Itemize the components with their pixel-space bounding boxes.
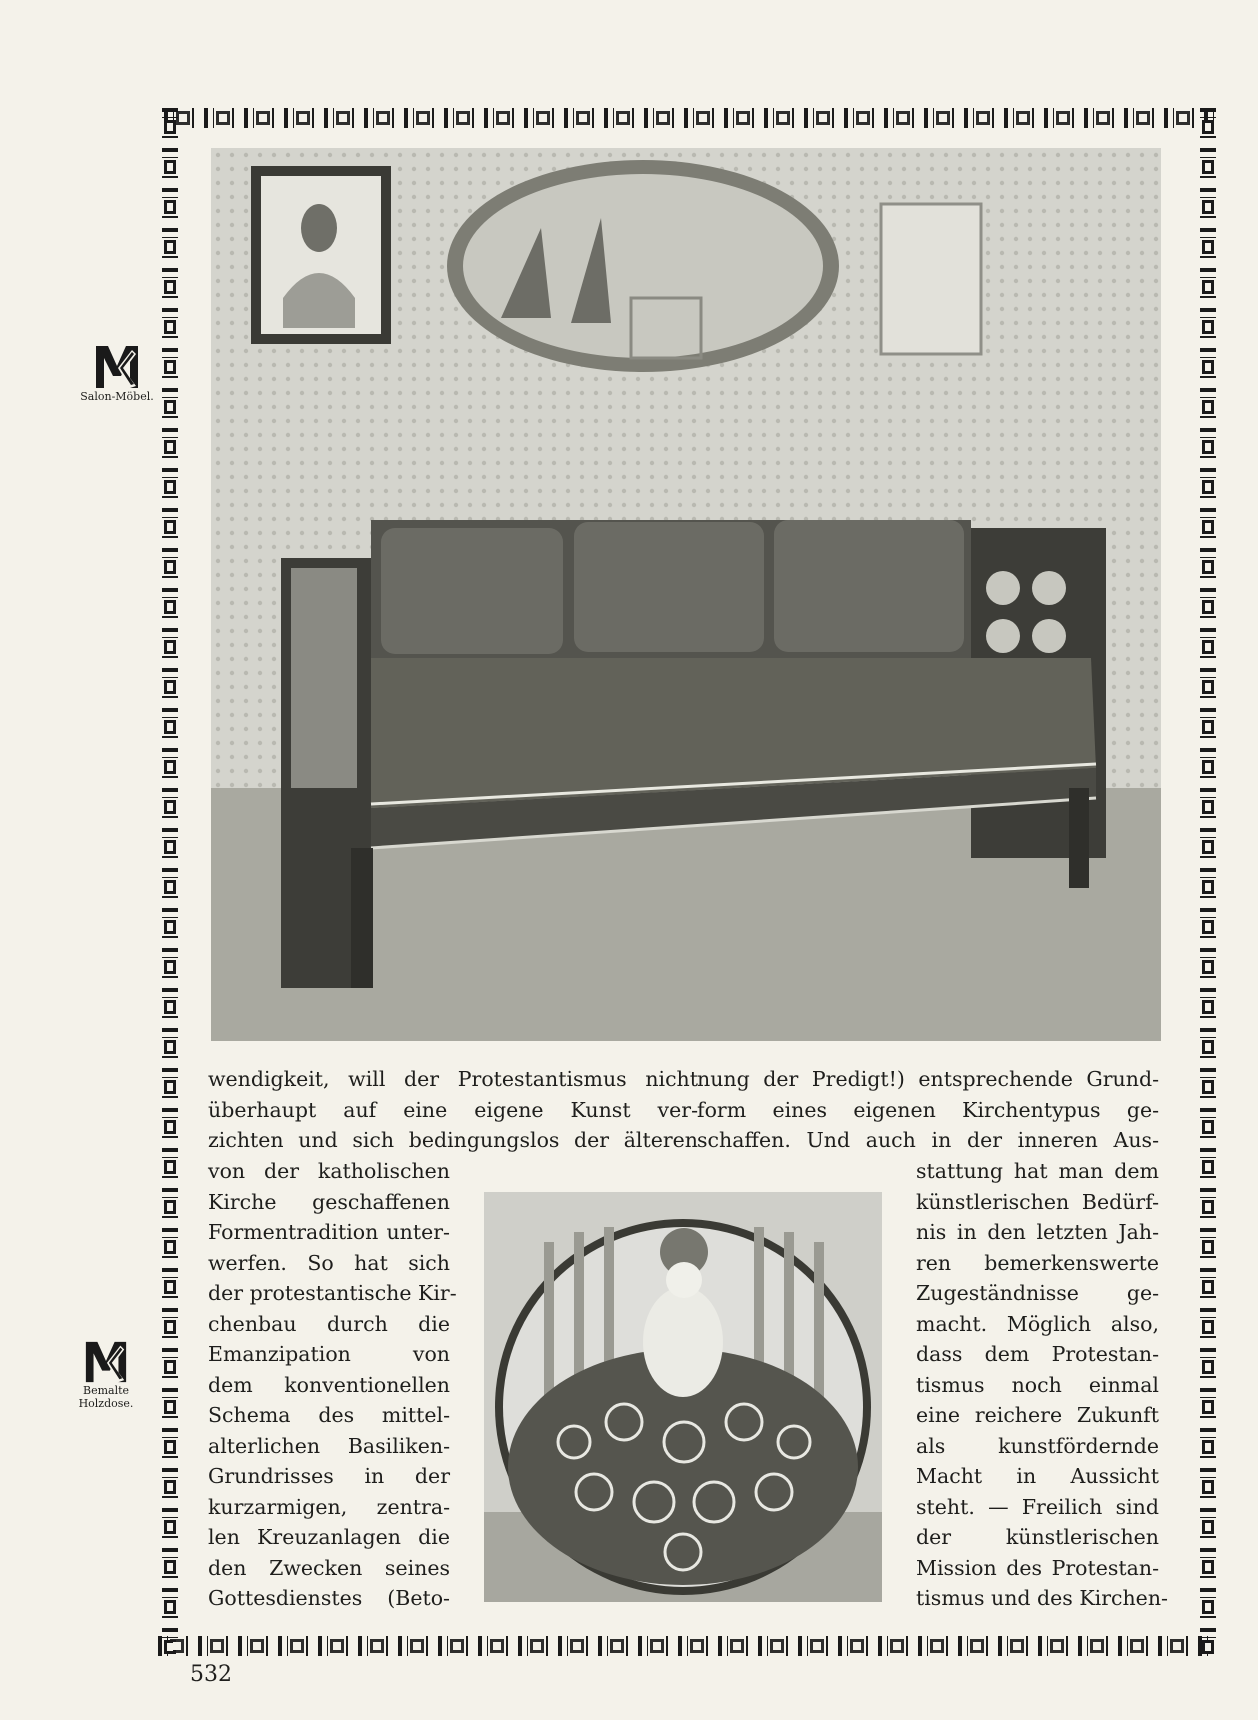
km-monogram-icon bbox=[92, 342, 142, 390]
text-line: von der katholischen bbox=[208, 1159, 450, 1183]
page-number: 532 bbox=[190, 1662, 232, 1687]
text-line: stattung hat man dem bbox=[916, 1159, 1159, 1183]
text-line: form eines eigenen Kirchentypus ge- bbox=[697, 1097, 1159, 1122]
text-line: Kirche geschaffenen bbox=[208, 1189, 450, 1214]
text-column-right-narrow bbox=[916, 1156, 1168, 1614]
painted-wooden-box-photo bbox=[484, 1192, 882, 1602]
text-line: tismus und des Kirchen- bbox=[916, 1586, 1168, 1610]
km-monogram-icon bbox=[82, 1338, 130, 1384]
decorative-border-right bbox=[1200, 108, 1216, 1656]
decorative-border-top bbox=[164, 108, 1214, 128]
salon-sofa-photo bbox=[211, 148, 1161, 1041]
text-line: tismus noch einmal bbox=[916, 1372, 1159, 1397]
text-line: alterlichen Basiliken- bbox=[208, 1433, 450, 1458]
margin-caption-holzdose-line2: Holzdose. bbox=[78, 1397, 134, 1410]
decorative-border-bottom bbox=[158, 1636, 1208, 1656]
text-line: nung der Predigt!) entsprechende Grund- bbox=[697, 1067, 1159, 1091]
text-line: kurzarmigen, zentra- bbox=[208, 1494, 450, 1519]
margin-mark-holzdose bbox=[60, 1338, 152, 1410]
text-line: len Kreuzanlagen die bbox=[208, 1525, 450, 1549]
text-line: den Zwecken seines bbox=[208, 1555, 450, 1580]
text-line: Grundrisses in der bbox=[208, 1464, 450, 1488]
text-line: der protestantische Kir- bbox=[208, 1281, 457, 1305]
text-line: Gottesdienstes (Beto- bbox=[208, 1586, 450, 1610]
text-line: macht. Möglich also, bbox=[916, 1311, 1159, 1336]
text-line: nis in den letzten Jah- bbox=[916, 1220, 1159, 1244]
text-line: wendigkeit, will der Protestantismus nicht bbox=[208, 1067, 698, 1091]
text-column-left-top bbox=[208, 1064, 698, 1156]
text-line: dem konventionellen bbox=[208, 1372, 450, 1397]
text-line: steht. — Freilich sind bbox=[916, 1494, 1159, 1519]
text-line: Zugeständnisse ge- bbox=[916, 1281, 1159, 1305]
text-line: überhaupt auf eine eigene Kunst ver- bbox=[208, 1097, 698, 1122]
text-line: Mission des Protestan- bbox=[916, 1555, 1159, 1580]
margin-mark-salon bbox=[68, 342, 166, 403]
text-line: zichten und sich bedingungslos der älteren bbox=[208, 1128, 698, 1152]
text-line: als kunstfördernde bbox=[916, 1433, 1159, 1458]
margin-caption-salon: Salon-Möbel. bbox=[80, 390, 154, 403]
text-line: chenbau durch die bbox=[208, 1311, 450, 1336]
text-line: Macht in Aussicht bbox=[916, 1464, 1159, 1488]
text-line: der künstlerischen bbox=[916, 1525, 1159, 1549]
decorative-border-left bbox=[162, 108, 178, 1656]
text-line: Emanzipation von bbox=[208, 1342, 450, 1366]
text-column-left-narrow bbox=[208, 1156, 457, 1614]
text-line: Schema des mittel- bbox=[208, 1403, 450, 1427]
text-column-right-top bbox=[697, 1064, 1159, 1156]
text-line: ren bemerkenswerte bbox=[916, 1250, 1159, 1275]
text-line: künstlerischen Bedürf- bbox=[916, 1189, 1159, 1214]
text-line: Formentradition unter- bbox=[208, 1220, 450, 1244]
text-line: eine reichere Zukunft bbox=[916, 1403, 1159, 1427]
text-line: schaffen. Und auch in der inneren Aus- bbox=[697, 1128, 1159, 1152]
margin-caption-holzdose-line1: Bemalte bbox=[82, 1384, 130, 1397]
text-line: dass dem Protestan- bbox=[916, 1342, 1159, 1366]
text-line: werfen. So hat sich bbox=[208, 1250, 450, 1275]
